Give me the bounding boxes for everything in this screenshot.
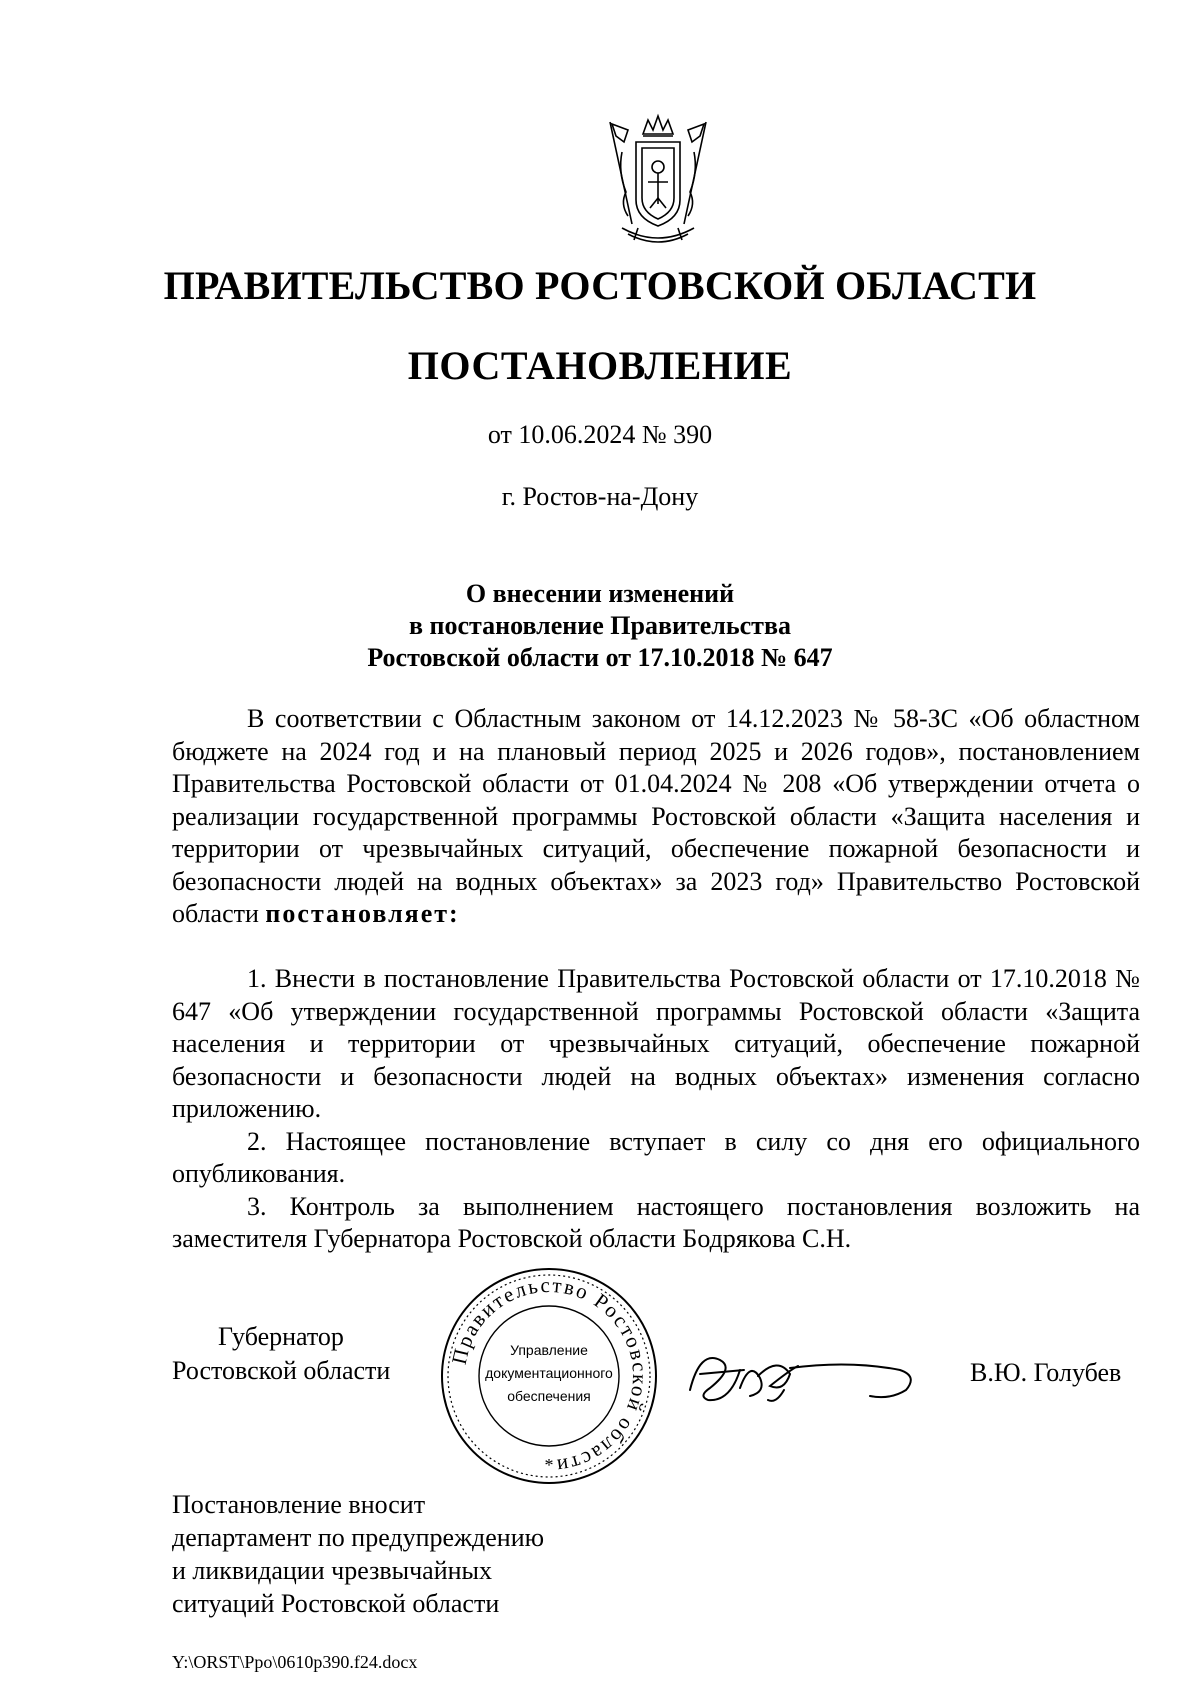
position-line: Ростовской области: [172, 1356, 391, 1385]
introduced-line: департамент по предупреждению: [172, 1523, 545, 1552]
signatory-name: В.Ю. Голубев: [970, 1358, 1122, 1387]
file-path: Y:\ORST\Ppo\0610p390.f24.docx: [172, 1652, 418, 1672]
decree-item: 2. Настоящее постановление вступает в силу со дня его официального опубликования.: [172, 1126, 1140, 1188]
document-city: г. Ростов-на-Дону: [501, 482, 699, 511]
decree-items: [172, 963, 1140, 1256]
subject-line: в постановление Правительства: [408, 611, 791, 640]
preamble-paragraph: [172, 703, 1140, 931]
coat-of-arms-icon: [598, 112, 718, 250]
decree-item: 1. Внести в постановление Правительства Ростовской области от 17.10.2018 № 647 «Об утверждении государственной программы Ростовской области «Защита населения и территории от чрезвычайных ситуаций, обеспечение пожарной безопасности и безопасности людей на водных объектах» изменения согласно приложению.: [172, 964, 1140, 1123]
seal-star: *: [544, 1455, 554, 1475]
introduced-by-block: [172, 1488, 544, 1620]
official-seal-icon: [438, 1265, 660, 1487]
document-type: ПОСТАНОВЛЕНИЕ: [407, 343, 793, 388]
seal-inner-line: обеспечения: [507, 1388, 591, 1404]
seal-inner-line: документационного: [485, 1365, 613, 1381]
introduced-line: Постановление вносит: [172, 1490, 426, 1519]
preamble-text: В соответствии с Областным законом от 14.12.2023 № 58-ЗС «Об областном бюджете на 2024 год и на плановый период 2025 и 2026 годов», постановлением Правительства Ростовской области от 01.04.2024 № 208 «Об утверждении отчета о реализации государственной программы Ростовской области «Защита населения и территории от чрезвычайных ситуаций, обеспечение пожарной безопасности и безопасности людей на водных объектах» за 2023 год» Правительство Ростовской области: [172, 704, 1140, 928]
document-date-number: от 10.06.2024 № 390: [487, 420, 713, 449]
seal-ring-text: Правительство Ростовской области: [446, 1272, 653, 1479]
handwritten-signature-icon: [680, 1330, 930, 1420]
decree-word: постановляет:: [265, 899, 460, 928]
position-line: Губернатор: [218, 1322, 344, 1351]
document-subject: [0, 578, 1200, 674]
seal-inner-line: Управление: [510, 1342, 588, 1358]
subject-line: Ростовской области от 17.10.2018 № 647: [367, 643, 833, 672]
decree-item: 3. Контроль за выполнением настоящего постановления возложить на заместителя Губернатора Ростовской области Бодрякова С.Н.: [172, 1191, 1140, 1253]
subject-line: О внесении изменений: [465, 579, 735, 608]
signatory-position: [172, 1320, 432, 1388]
government-title: ПРАВИТЕЛЬСТВО РОСТОВСКОЙ ОБЛАСТИ: [163, 263, 1037, 308]
introduced-line: и ликвидации чрезвычайных: [172, 1556, 492, 1585]
introduced-line: ситуаций Ростовской области: [172, 1589, 500, 1618]
